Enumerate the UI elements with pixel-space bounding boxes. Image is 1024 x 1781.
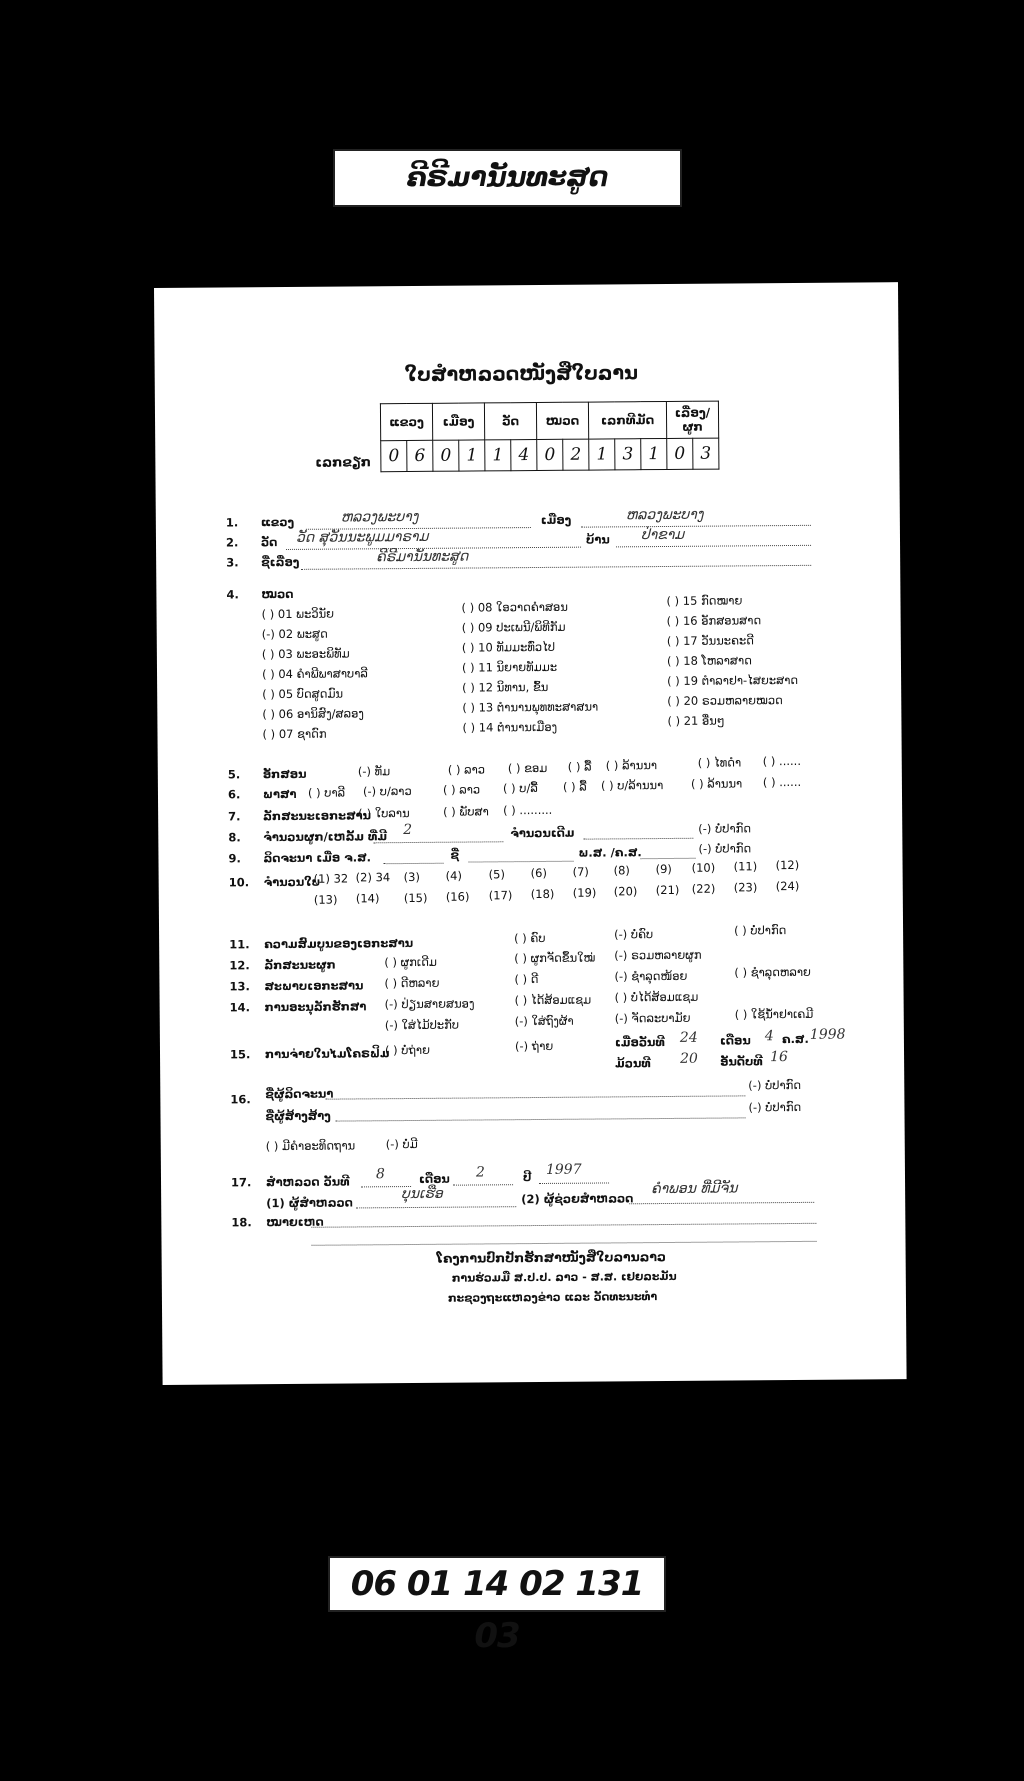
line6-number: 6. [227, 787, 241, 802]
line13-number: 13. [229, 979, 250, 994]
language-option: ( ) ລື້ [562, 779, 587, 794]
not-appear-option: (-) ບໍ່ປາກົດ [698, 821, 752, 836]
line10-label: ຈຳນວນໃບ [263, 874, 321, 890]
completeness-option: ( ) ຄົບ [514, 930, 546, 946]
surveyor-dots [356, 1206, 516, 1208]
condition-option: ( ) ດີ [514, 972, 539, 987]
code-digit: 0 [381, 441, 407, 472]
line1-value2: ຫລວງພະບາງ [625, 506, 704, 524]
category-item: ( ) 15 ກົດໝາຍ [666, 593, 743, 608]
manuscript-code-label: 06 01 14 02 131 03 [328, 1556, 666, 1612]
leaf-count: (9) [655, 861, 672, 877]
remarks-dots [312, 1241, 817, 1246]
microfilm-order-label: ອັນດັບທີ [720, 1054, 763, 1069]
line5-number: 5. [227, 767, 241, 782]
line8-number: 8. [228, 830, 241, 845]
line11-label: ຄວາມສົມບູນຂອງເອກະສານ [264, 935, 414, 952]
code-header: ເລກທີມັດ [588, 401, 666, 439]
category-item: ( ) 05 ບົດສູດມົນ [262, 686, 344, 702]
line16-label: ຊື່ຜູ້ລິດຈະນາ [265, 1086, 334, 1102]
code-digit: 1 [641, 438, 667, 469]
line9-number: 9. [228, 851, 241, 866]
code-digit: 3 [693, 438, 719, 469]
leaf-count: (15) [403, 890, 428, 906]
category-item: ( ) 20 ຣວມຫລາຍໝວດ [667, 693, 783, 708]
leaf-count: (2) 34 [355, 870, 391, 885]
microfilm-option: (-) ຖ່າຍ [514, 1038, 554, 1054]
surveyor-name: ບຸນເຮືອ [401, 1185, 443, 1203]
bundle-option: ( ) ຜູກເດີມ [384, 954, 438, 970]
line7-number: 7. [228, 809, 241, 824]
microfilm-year: 1998 [809, 1026, 846, 1043]
category-item: ( ) 01 ພະວິນັຍ [261, 606, 335, 622]
surveyor-label: (1) ຜູ້ສຳຫລວດ [266, 1195, 353, 1211]
category-item: ( ) 06 ອານິສົງ/ສລອງ [262, 706, 364, 722]
code-label: ເລກຂຽກ [315, 455, 372, 471]
category-item: ( ) 09 ປະເພນີ/ພິທີກັມ [461, 619, 566, 635]
microfilm-roll-label: ມ້ວນທີ [615, 1056, 651, 1071]
language-option: ( ) ລາວ [442, 782, 481, 797]
document-type-option: ( ) ພັບສາ [443, 804, 489, 819]
leaf-count: (1) 32 [313, 871, 349, 886]
line3-number: 3. [226, 555, 239, 570]
line13-label: ສະພາບເອກະສານ [264, 978, 364, 994]
line3-value: ຄີຣີມານັນທະສູດ [376, 548, 469, 566]
code-digit: 1 [485, 440, 511, 471]
leaf-count: (12) [775, 857, 800, 873]
prayer-option: ( ) ມີຄຳອະທິດຖານ [265, 1138, 356, 1154]
line9-dots3 [640, 858, 695, 859]
category-item: ( ) 12 ນິທານ, ຂົ້ນ [462, 679, 549, 695]
bundle-option: ( ) ຜູກຈັດຂຶ້ນໃໝ່ [514, 950, 596, 966]
line2-number: 2. [225, 535, 239, 550]
microfilm-order: 16 [769, 1049, 788, 1066]
microfilm-month-label: ເດືອນ [719, 1033, 751, 1048]
line18-number: 18. [231, 1215, 252, 1230]
script-option: ( ) ຂອມ [507, 760, 548, 776]
line15-number: 15. [229, 1047, 251, 1062]
language-option: ( ) ບາລີ [307, 785, 346, 800]
code-digit: 2 [563, 439, 589, 470]
line9-label3: ພ.ສ. /ຄ.ສ. [578, 845, 642, 860]
line8-dots2 [583, 838, 693, 840]
leaf-count: (21) [655, 882, 680, 898]
language-option: ( ) ບ/ລ້ານນາ [600, 778, 664, 793]
line4-label: ໝວດ [261, 586, 294, 602]
line8-label: ຈຳນວນຜູກ/ເຫລັ້ມ ທີ່ມີ [263, 829, 388, 845]
line6-label: ພາສາ [262, 786, 297, 802]
microfilm-option: ( ) ບໍ່ຖ່າຍ [384, 1042, 431, 1058]
category-item: ( ) 21 ອື່ນໆ [667, 713, 725, 728]
category-item: ( ) 16 ອັກສອນສາດ [666, 613, 762, 628]
leaf-count: (19) [572, 885, 597, 900]
conservation-option: ( ) ບໍ່ໄດ້ສ້ອມແຊມ [614, 989, 699, 1005]
footer-ministry: ກະຊວງຖະແຫລງຂ່າວ ແລະ ວັດທະນະທຳ [447, 1290, 658, 1305]
line1-dots2 [581, 525, 811, 528]
code-digit: 1 [459, 440, 485, 471]
line14-label: ການອະນຸລັກຮັກສາ [264, 999, 367, 1015]
microfilm-month: 4 [764, 1028, 774, 1045]
condition-option: ( ) ຊຳລຸດຫລາຍ [734, 964, 811, 980]
language-option: (-) ບ/ລາວ [362, 783, 412, 799]
line1-label: ແຂວງ [260, 514, 295, 530]
line2-label: ວັດ [260, 535, 278, 550]
line8-value: 2 [403, 821, 413, 839]
leaf-count: (13) [313, 892, 338, 907]
manuscript-title-label: ຄີຣີມານັນທະສູດ [333, 149, 682, 207]
code-digit: 3 [615, 439, 641, 470]
microfilm-roll: 20 [680, 1050, 698, 1067]
category-item: ( ) 07 ຊາດົກ [262, 726, 327, 742]
survey-day: 8 [375, 1166, 385, 1183]
script-option: ( ) ...... [762, 753, 802, 769]
code-header: ວັດ [484, 403, 536, 440]
leaf-count: (3) [403, 869, 420, 885]
line16-dots-b [336, 1117, 746, 1121]
line17-number: 17. [230, 1175, 252, 1190]
line1-value: ຫລວງພະບາງ [340, 508, 419, 526]
line12-number: 12. [229, 958, 250, 973]
microfilm-date-label: ເມື່ອວັນທີ [614, 1035, 665, 1050]
category-item: ( ) 08 ໃອວາດຄຳສອນ [461, 599, 568, 615]
line2-value2: ປ່າຂາມ [640, 526, 685, 544]
leaf-count: (10) [691, 860, 716, 875]
conservation-option: ( ) ໃຊ້ນ້ຳຢາເຄມີ [734, 1006, 814, 1022]
line16-dots [325, 1095, 745, 1099]
line4-number: 4. [226, 587, 239, 602]
leaf-count: (20) [613, 884, 638, 899]
line1-label2: ເມືອງ [540, 512, 572, 527]
conservation-option: (-) ໃສ່ຖົງຜ້າ [514, 1013, 574, 1029]
leaf-count: (16) [445, 889, 470, 904]
category-item: ( ) 14 ຕຳນານເມືອງ [462, 719, 558, 735]
not-appear-option: (-) ບໍ່ປາກົດ [748, 1077, 802, 1093]
category-item: ( ) 10 ທັມມະທົ່ວໄປ [461, 639, 556, 655]
category-item: ( ) 19 ຕຳລາຢາ-ໄສຍະສາດ [667, 672, 799, 688]
line16-number: 16. [230, 1092, 251, 1107]
conservation-option: (-) ໃສ່ໄມ້ປະກັບ [384, 1017, 460, 1033]
script-option: ( ) ລ້ານນາ [605, 758, 658, 773]
not-appear-option: (-) ບໍ່ປາກົດ [698, 841, 752, 856]
completeness-option: ( ) ບໍ່ປາກົດ [734, 923, 787, 938]
script-option: ( ) ໄທດຳ [697, 755, 742, 770]
line17-year-label: ປີ [522, 1170, 532, 1185]
prayer-option: (-) ບໍ່ມີ [385, 1136, 418, 1152]
line12-label: ລັກສະນະຜູກ [264, 957, 336, 973]
conservation-option: (-) ປ່ຽນສາຍສນອງ [384, 996, 475, 1012]
code-header: ເມືອງ [432, 403, 484, 440]
script-option: (-) ທັມ [357, 764, 391, 779]
code-table [380, 401, 720, 473]
category-item: ( ) 18 ໂຫລາສາດ [666, 653, 752, 668]
line9-dots2 [469, 861, 574, 863]
code-digit: 1 [589, 439, 615, 470]
line15-label: ການຈ່າຍໃນໄມໂຄຣຟິມ [264, 1046, 390, 1062]
code-header: ເລື່ອງ/ຜູກ [666, 401, 718, 438]
language-option: ( ) ບ/ລື້ [502, 781, 538, 796]
category-item: ( ) 17 ວັນນະຄະດີ [666, 633, 754, 648]
category-item: ( ) 13 ຕຳນານພຸທທະສາສນາ [462, 699, 599, 715]
code-digit: 6 [407, 440, 433, 471]
category-item: ( ) 04 ຄຳພີພາສາບາລີ [261, 666, 368, 682]
footer-project-name: ໂຄງການປົກປັກຮັກສາໜັງສືໃບລານລາວ [436, 1249, 666, 1266]
leaf-count: (23) [733, 880, 758, 895]
code-header: ໝວດ [536, 402, 588, 439]
category-item: ( ) 11 ນິຍາຍທັມມະ [461, 659, 558, 675]
line7-label: ລັກສະນະເອກະສານ [263, 808, 372, 824]
condition-option: ( ) ດີຫລາຍ [384, 975, 440, 991]
code-digit: 4 [511, 439, 537, 470]
condition-option: (-) ຊຳລຸດໜ້ອຍ [614, 968, 688, 984]
leaf-count: (5) [488, 867, 505, 882]
leaf-count: (24) [775, 878, 800, 894]
survey-month: 2 [475, 1164, 485, 1181]
line2-dots2 [616, 545, 811, 548]
line17-month-dots [453, 1184, 513, 1185]
conservation-option: (-) ຈັດລະບາມັຍ [614, 1010, 691, 1026]
line9-label2: ຊື່ [450, 847, 460, 862]
leaf-count: (4) [445, 868, 462, 883]
line17-label: ສຳຫລວດ ວັນທີ [265, 1174, 350, 1190]
line3-label: ຊື່ເລື່ອງ [261, 554, 300, 570]
script-option: ( ) ລື້ [567, 759, 592, 774]
category-item: ( ) 03 ພະອະພິທັມ [261, 646, 350, 662]
leaf-count: (17) [488, 888, 513, 903]
survey-form-sheet [154, 282, 907, 1385]
assistant-dots [629, 1202, 814, 1204]
line8-label2: ຈຳນວນເດີມ [510, 825, 575, 841]
bundle-option: (-) ຣວມຫລາຍຜູກ [614, 947, 702, 963]
microfilm-year-label: ຄ.ສ. [781, 1031, 809, 1047]
document-type-option: (-) ໃບລານ [358, 806, 410, 821]
line2-label2: ບ້ານ [585, 532, 610, 547]
completeness-option: (-) ບໍ່ຄົບ [614, 927, 654, 942]
footer-cooperation: ການຮ່ວມມື ສ.ປ.ປ. ລາວ - ສ.ສ. ເຢຍລະມັນ [451, 1269, 677, 1285]
leaf-count: (7) [572, 864, 589, 879]
form-title: ໃບສຳຫລວດໜັງສືໃບລານ [404, 362, 639, 387]
language-option: ( ) ...... [762, 774, 802, 790]
leaf-count: (8) [613, 863, 630, 878]
language-option: ( ) ລ້ານນາ [690, 776, 743, 791]
line9-label: ລິດຈະນາ ເມື່ອ ຈ.ສ. [263, 850, 372, 866]
line18-label: ໝາຍເຫດ [266, 1214, 324, 1230]
not-appear-option: (-) ບໍ່ປາກົດ [748, 1099, 802, 1115]
line10-number: 10. [228, 875, 250, 890]
line16-label-b: ຊື່ຜູ້ສ້າງສ້າງ [265, 1108, 331, 1124]
leaf-count: (18) [530, 886, 555, 902]
line17-year-dots [539, 1182, 609, 1184]
microfilm-day: 24 [679, 1029, 698, 1046]
code-digit: 0 [433, 440, 459, 471]
line14-number: 14. [229, 1000, 251, 1015]
line3-dots [301, 565, 811, 570]
line2-value: ວັດ ສຸວັນນະພູມມາຣາມ [295, 528, 429, 546]
survey-year: 1997 [545, 1161, 582, 1178]
line11-number: 11. [229, 937, 250, 952]
category-item: (-) 02 ພະສູດ [261, 626, 328, 642]
leaf-count: (22) [691, 881, 716, 896]
conservation-option: ( ) ໄດ້ສ້ອມແຊມ [514, 992, 592, 1008]
remarks-dots [311, 1223, 816, 1228]
code-header: ແຂວງ [380, 403, 432, 440]
line5-label: ອັກສອນ [262, 766, 307, 782]
assistant-label: (2) ຜູ້ຊ່ວຍສຳຫລວດ [521, 1191, 634, 1207]
assistant-name: ຄຳພອນ ທີ່ມີຈັນ [651, 1180, 738, 1198]
document-type-option: ( ) ......... [503, 802, 553, 818]
code-digit: 0 [667, 438, 693, 469]
script-option: ( ) ລາວ [447, 762, 486, 777]
leaf-count: (14) [355, 891, 380, 906]
line1-number: 1. [225, 515, 239, 530]
line9-dots [384, 863, 444, 864]
leaf-count: (6) [530, 865, 547, 881]
code-digit: 0 [537, 439, 563, 470]
leaf-count: (11) [733, 859, 758, 874]
line17-month-label: ເດືອນ [418, 1171, 450, 1186]
line8-dots [373, 841, 503, 843]
